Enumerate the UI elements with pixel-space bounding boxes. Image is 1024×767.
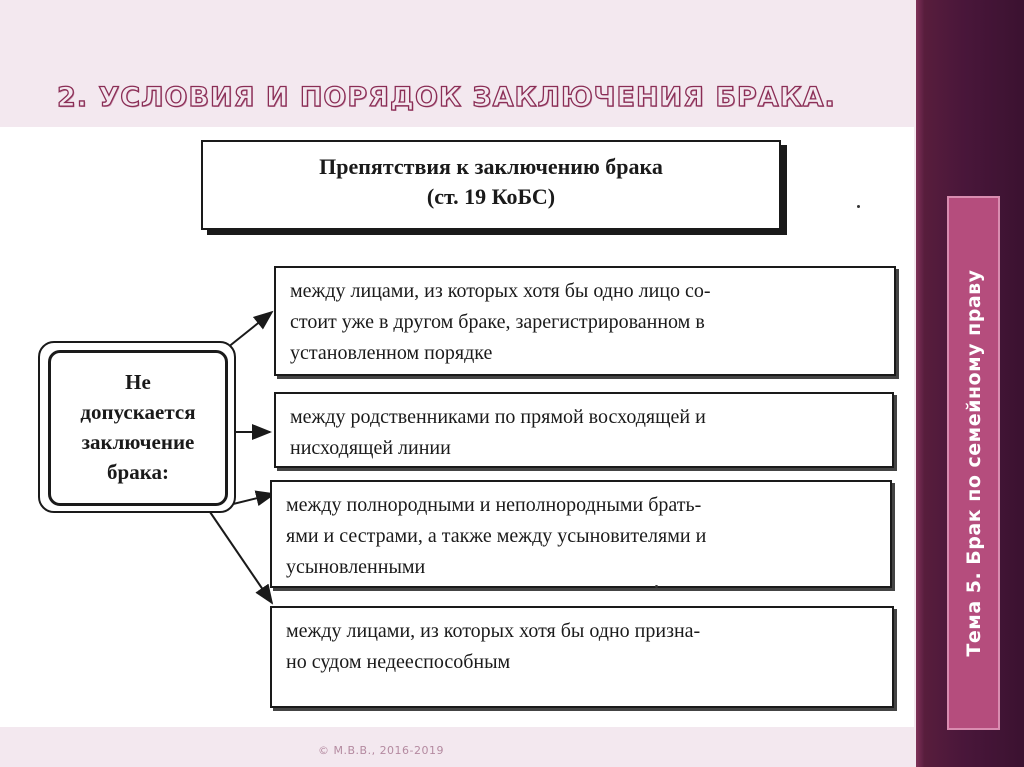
topic-label-box bbox=[947, 196, 1000, 730]
topic-label: Тема 5. Брак по семейному праву bbox=[962, 269, 985, 657]
condition-3-line-1: между полнородными и неполнородными брать- bbox=[286, 494, 702, 516]
condition-4-line-1: между лицами, из которых хотя бы одно призна- bbox=[286, 620, 701, 642]
condition-box-1 bbox=[274, 266, 896, 376]
scan-speck bbox=[655, 585, 658, 588]
condition-box-2 bbox=[274, 392, 894, 468]
condition-box-4 bbox=[270, 606, 894, 708]
copyright-footer: © М.В.В., 2016-2019 bbox=[318, 744, 445, 757]
side-panel-stripe bbox=[916, 0, 924, 767]
header-line-2: (ст. 19 КоБС) bbox=[426, 184, 556, 209]
condition-3-line-3: усыновленными bbox=[286, 556, 426, 578]
condition-1-line-1: между лицами, из которых хотя бы одно лицо со- bbox=[290, 280, 711, 302]
condition-1-line-2: стоит уже в другом браке, зарегистрированном в bbox=[290, 311, 705, 333]
condition-2-line-1: между родственниками по прямой восходящей и bbox=[290, 406, 706, 428]
condition-box-3 bbox=[270, 480, 892, 588]
condition-4-line-2: но судом недееспособным bbox=[286, 651, 511, 673]
slide-title: 2. УСЛОВИЯ И ПОРЯДОК ЗАКЛЮЧЕНИЯ БРАКА. bbox=[57, 82, 836, 113]
left-line-1: Не bbox=[125, 370, 151, 394]
scan-speck bbox=[857, 205, 860, 208]
condition-3-line-2: ями и сестрами, а также между усыновителями и bbox=[286, 525, 707, 547]
not-allowed-box bbox=[48, 350, 228, 506]
condition-2-line-2: нисходящей линии bbox=[290, 437, 451, 459]
condition-1-line-3: установленном порядке bbox=[290, 342, 493, 364]
obstacles-header-box bbox=[201, 140, 781, 230]
left-line-2: допускается bbox=[80, 400, 196, 424]
header-line-1: Препятствия к заключению брака bbox=[319, 154, 663, 179]
arrow-4 bbox=[210, 512, 272, 603]
left-line-4: брака: bbox=[107, 460, 169, 484]
left-line-3: заключение bbox=[81, 430, 195, 454]
